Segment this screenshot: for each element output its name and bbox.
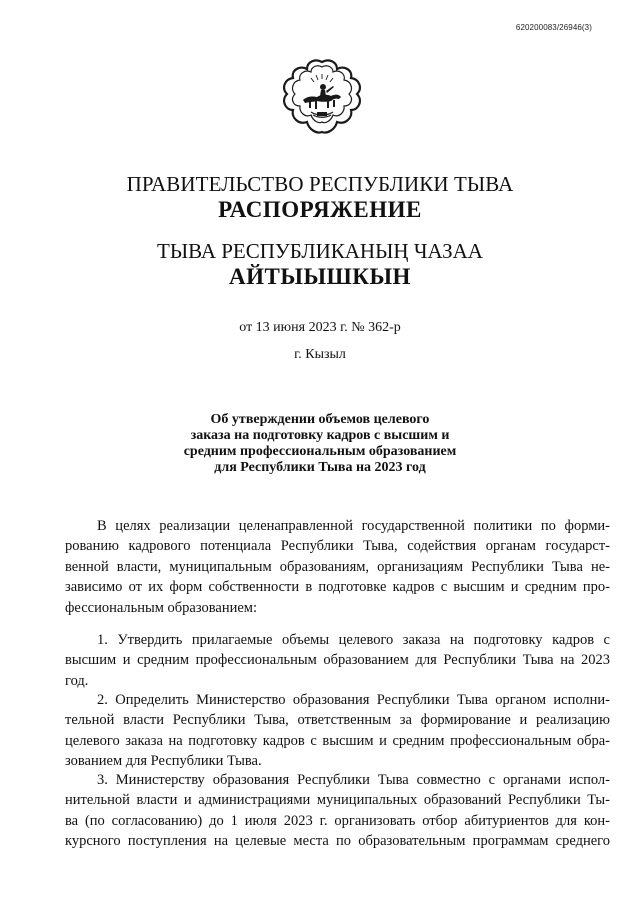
decree-city: г. Кызыл bbox=[294, 347, 346, 362]
document-number: 620200083/26946(3) bbox=[515, 23, 592, 32]
title-line: Об утверждении объемов целевого bbox=[210, 412, 430, 427]
decree-title-ru: РАСПОРЯЖЕНИЕ bbox=[218, 197, 422, 222]
text-line: курсного поступления на целевые места по образовательным программам среднего bbox=[65, 833, 610, 850]
title-line: заказа на подготовку кадров с высшим и bbox=[190, 428, 450, 443]
text-line: тельной власти Республики Тыва, ответственным за формирование и реализацию bbox=[65, 712, 610, 729]
tuva-coat-of-arms-icon bbox=[281, 56, 363, 138]
clause-1 bbox=[65, 630, 610, 691]
text-line: 3. Министерству образования Республики Тыва совместно с органами испол- bbox=[97, 772, 610, 788]
text-line: 1. Утвердить прилагаемые объемы целевого заказа на подготовку кадров с bbox=[97, 632, 610, 648]
decree-date-number: от 13 июня 2023 г. № 362-р bbox=[239, 320, 401, 335]
text-line: целевого заказа на подготовку кадров с высшим и средним профессиональным обра- bbox=[65, 732, 610, 749]
text-line: год. bbox=[65, 672, 89, 689]
text-line: нительной власти и администрациями муниципальных образований Республики Ты- bbox=[65, 792, 610, 809]
decree-title-tv: АЙТЫЫШКЫН bbox=[229, 264, 411, 289]
text-line: зависимо от их форм собственности в подготовке кадров с высшим и средним про- bbox=[65, 579, 610, 596]
text-line: рованию кадрового потенциала Республики Тыва, содействия органам государст- bbox=[65, 538, 610, 555]
decree-subject-title bbox=[0, 412, 640, 476]
text-line: фессиональным образованием: bbox=[65, 599, 258, 616]
clause-2 bbox=[65, 690, 610, 772]
government-title-tv: ТЫВА РЕСПУБЛИКАНЫҢ ЧАЗАА bbox=[157, 239, 483, 263]
text-line: высшим и средним профессиональным образованием для Республики Тыва на 2023 bbox=[65, 652, 610, 669]
title-line: для Республики Тыва на 2023 год bbox=[214, 460, 426, 475]
text-line: В целях реализации целенаправленной государственной политики по форми- bbox=[97, 518, 610, 534]
text-line: венной власти, муниципальным образованиям, организациям Республики Тыва не- bbox=[65, 558, 610, 575]
title-line: средним профессиональным образованием bbox=[183, 444, 457, 459]
text-line: ва (по согласованию) до 1 июля 2023 г. организовать отбор абитуриентов для кон- bbox=[65, 812, 610, 829]
preamble-paragraph bbox=[65, 516, 610, 618]
government-title-ru: ПРАВИТЕЛЬСТВО РЕСПУБЛИКИ ТЫВА bbox=[126, 172, 514, 196]
clause-3 bbox=[65, 770, 610, 852]
text-line: 2. Определить Министерство образования Республики Тыва органом исполни- bbox=[97, 692, 610, 708]
text-line: зованием для Республики Тыва. bbox=[65, 753, 262, 770]
